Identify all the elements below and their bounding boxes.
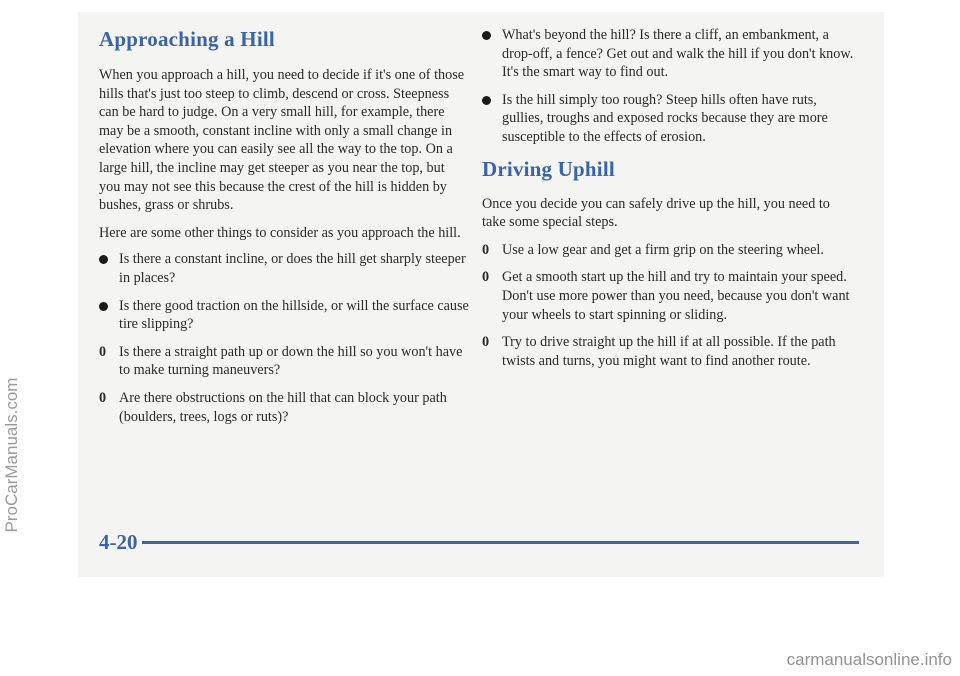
hill-checks-list: [482, 26, 854, 147]
list-item-text: Is there good traction on the hillside, or will the surface cause tire slipping?: [119, 297, 469, 333]
list-item: [482, 333, 854, 370]
list-item: [99, 343, 469, 380]
list-item-text: Is there a constant incline, or does the hill get sharply steeper in places?: [119, 251, 466, 286]
right-column: [482, 26, 854, 379]
bullet-icon: [99, 302, 108, 311]
heading-driving-uphill: Driving Uphill: [482, 156, 615, 181]
list-item: [99, 297, 469, 334]
bullet-icon: 0: [482, 241, 490, 258]
list-item-text: Are there obstructions on the hill that can block your path (boulders, trees, logs or ruts)?: [119, 389, 447, 425]
list-item: [482, 268, 854, 324]
bullet-icon: [482, 31, 491, 40]
list-item: [482, 91, 854, 147]
intro-paragraph: When you approach a hill, you need to decide if it's one of those hills that's just too steep to climb, descend or cross. Steepness can be hard to judge. On a very small hill, for example, there may be a smooth, constant incline with only a small change in elevation where you can easily see all the way to the top. On a large hill, the incline may get steeper as you near the top, but you may not see this because the crest of the hill is hidden by bushes, grass or shrubs.: [99, 67, 465, 214]
list-item-text: Get a smooth start up the hill and try to maintain your speed. Don't use more power than you need, because you don't want your wheels to start spinning or sliding.: [502, 269, 850, 323]
bullet-icon: [482, 96, 491, 105]
list-item: [482, 241, 854, 260]
bullet-icon: [99, 255, 108, 264]
bullet-icon: 0: [482, 269, 490, 286]
list-item: [99, 389, 469, 426]
bullet-icon: 0: [99, 389, 107, 406]
list-item: [99, 250, 469, 287]
page-number: 4-20: [99, 530, 138, 554]
side-watermark: [0, 0, 24, 676]
hill-questions-list: [99, 250, 469, 426]
list-item-text: What's beyond the hill? Is there a cliff, an embankment, a drop-off, a fence? Get out and walk the hill if you don't know. It's the smart way to find out.: [502, 27, 854, 81]
footer-divider: [142, 541, 859, 544]
consider-paragraph: Here are some other things to consider as you approach the hill.: [99, 224, 461, 241]
left-column: [99, 26, 469, 435]
side-watermark-text: ProCarManuals.com: [2, 377, 21, 533]
list-item-text: Use a low gear and get a firm grip on the steering wheel.: [502, 241, 824, 258]
list-item-text: Try to drive straight up the hill if at all possible. If the path twists and turns, you might want to find another route.: [502, 334, 836, 369]
list-item: [482, 26, 854, 82]
heading-approaching-hill: Approaching a Hill: [99, 27, 275, 51]
list-item-text: Is the hill simply too rough? Steep hills often have ruts, gullies, troughs and exposed rocks because they are more susceptible to the effects of erosion.: [502, 91, 828, 145]
bullet-icon: 0: [482, 334, 490, 351]
uphill-steps-list: [482, 241, 854, 371]
bottom-watermark: carmanualsonline.info: [786, 650, 952, 669]
bullet-icon: 0: [99, 343, 107, 360]
uphill-intro-paragraph: Once you decide you can safely drive up the hill, you need to take some special steps.: [482, 195, 830, 231]
list-item-text: Is there a straight path up or down the hill so you won't have to make turning maneuvers?: [119, 343, 463, 379]
